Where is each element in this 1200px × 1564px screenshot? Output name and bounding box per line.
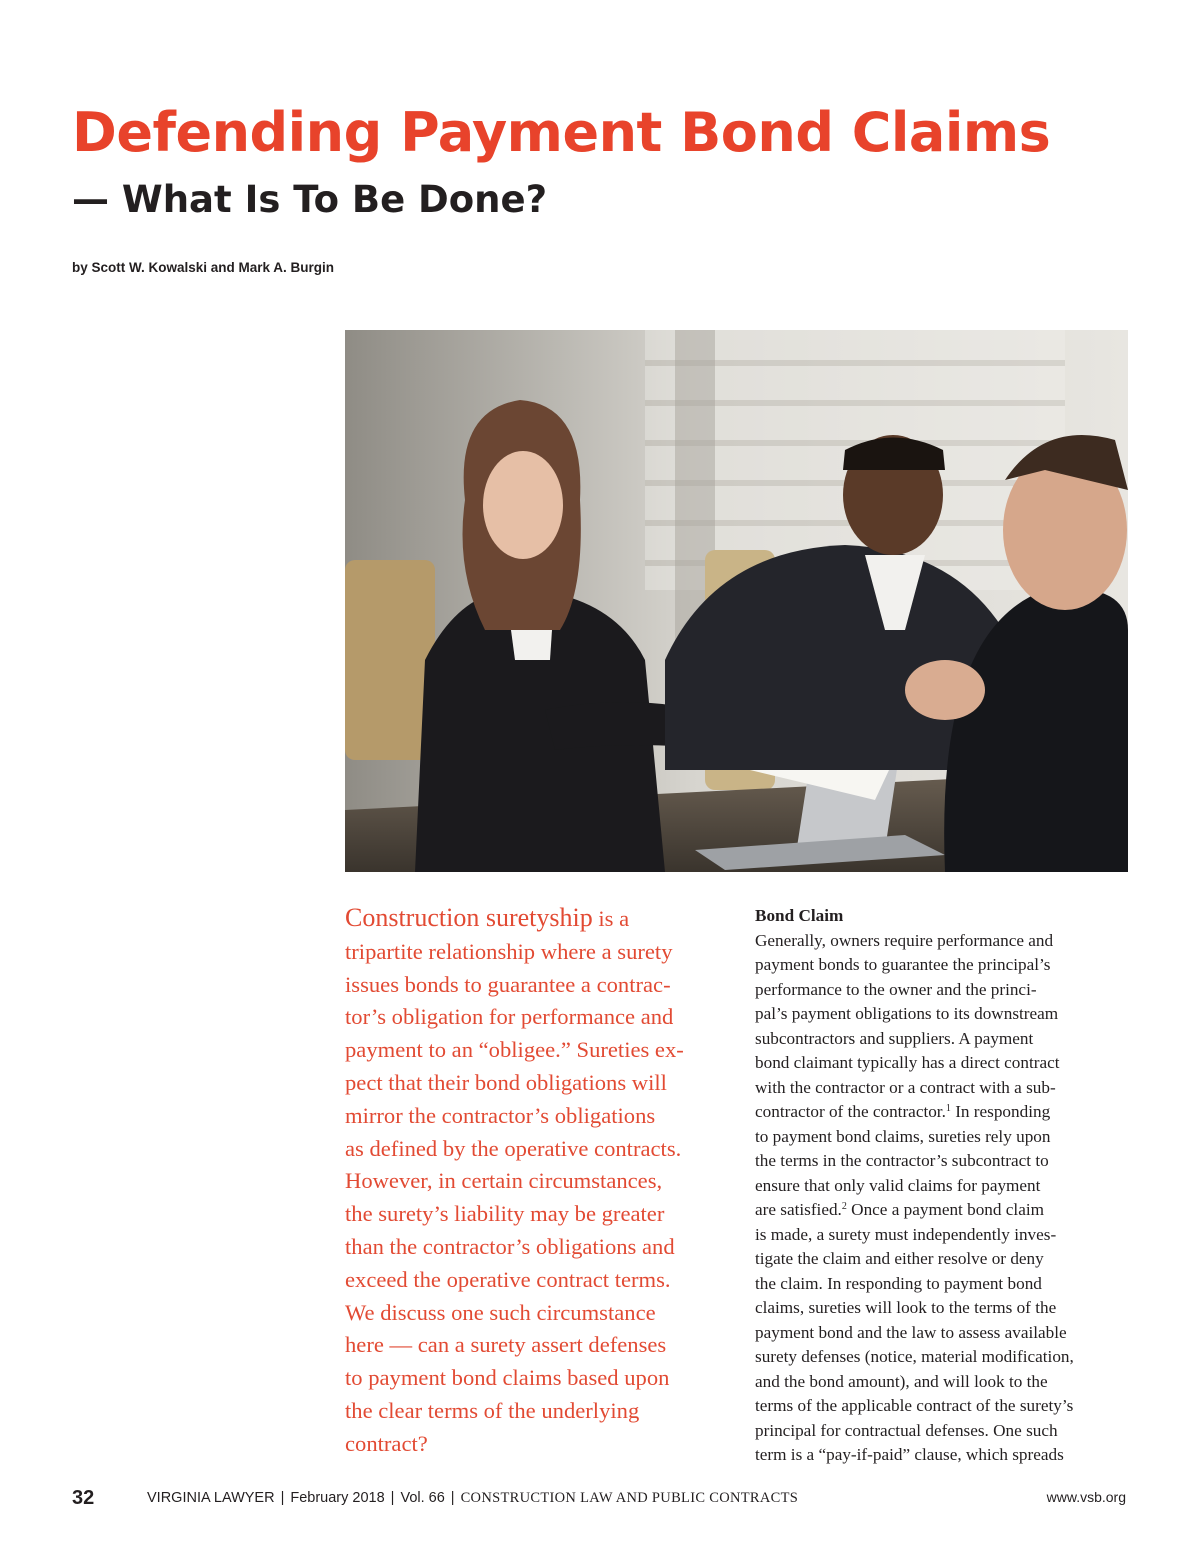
body-line-with-footnote — [755, 1100, 1135, 1125]
lede-line: payment to an “obligee.” Sureties ex- — [345, 1037, 684, 1063]
body-line: terms of the applicable contract of the surety’s — [755, 1396, 1074, 1415]
lede-line: We discuss one such circumstance — [345, 1299, 656, 1325]
lede-line: the clear terms of the underlying — [345, 1397, 640, 1423]
body-line: to payment bond claims, sureties rely upon — [755, 1126, 1051, 1146]
body-line: and the bond amount), and will look to the — [755, 1371, 1048, 1391]
body-line: with the contractor or a contract with a sub- — [755, 1077, 1056, 1097]
volume-number: Vol. 66 — [400, 1490, 445, 1506]
page-footer — [72, 1487, 1128, 1517]
article-photo — [345, 330, 1128, 872]
body-line: subcontractors and suppliers. A payment — [755, 1028, 1034, 1048]
body-line: the terms in the contractor’s subcontract to — [755, 1151, 1049, 1170]
footer-separator: | — [450, 1490, 455, 1506]
body-line: principal for contractual defenses. One such — [755, 1420, 1058, 1440]
lede-line: However, in certain circumstances, — [345, 1168, 663, 1194]
article-subtitle: — What Is To Be Done? — [72, 178, 548, 221]
lede-line: issues bonds to guarantee a contrac- — [345, 971, 671, 997]
lede-line: contract? — [345, 1430, 428, 1456]
body-line: is made, a surety must independently inves- — [755, 1224, 1057, 1244]
lede-line: as defined by the operative contracts. — [345, 1135, 682, 1161]
body-line: the claim. In responding to payment bond — [755, 1273, 1042, 1293]
lede-line: to payment bond claims based upon — [345, 1365, 670, 1391]
body-line: performance to the owner and the princi- — [755, 979, 1037, 999]
lede-line-1 — [345, 902, 725, 936]
footer-separator: | — [280, 1490, 285, 1506]
lede-line: than the contractor’s obligations and — [345, 1233, 675, 1259]
body-line-with-footnote — [755, 1198, 1135, 1223]
page-number: 32 — [72, 1487, 95, 1509]
footnote-marker[interactable]: 2 — [841, 1201, 847, 1212]
body-line: payment bond and the law to assess available — [755, 1322, 1067, 1342]
lede-line: tripartite relationship where a surety — [345, 938, 673, 964]
body-line: bond claimant typically has a direct contract — [755, 1053, 1060, 1072]
section-name: CONSTRUCTION LAW AND PUBLIC CONTRACTS — [460, 1490, 799, 1506]
section-heading: Bond Claim — [755, 906, 844, 925]
footer-publication-info — [147, 1490, 798, 1507]
footer-separator: | — [390, 1490, 395, 1506]
body-line: payment bonds to guarantee the principal’s — [755, 955, 1051, 974]
lede-line: pect that their bond obligations will — [345, 1069, 667, 1095]
lede-line-1-tail: is a — [592, 906, 630, 931]
lede-lead-phrase: Construction suretyship — [345, 903, 593, 932]
body-line-text: In responding — [950, 1102, 1051, 1121]
body-line: pal’s payment obligations to its downstream — [755, 1004, 1059, 1023]
body-column — [755, 904, 1135, 1468]
body-line: surety defenses (notice, material modification, — [755, 1347, 1074, 1366]
body-line: tigate the claim and either resolve or deny — [755, 1249, 1044, 1268]
body-line: claims, sureties will look to the terms of the — [755, 1298, 1057, 1317]
article-title: Defending Payment Bond Claims — [72, 101, 1051, 164]
body-line: ensure that only valid claims for payment — [755, 1175, 1041, 1195]
lede-line: exceed the operative contract terms. — [345, 1266, 671, 1292]
body-line: Generally, owners require performance and — [755, 930, 1054, 950]
body-line-text: contractor of the contractor. — [755, 1102, 946, 1121]
lede-line: mirror the contractor’s obligations — [345, 1102, 656, 1128]
issue-date: February 2018 — [290, 1490, 385, 1506]
byline: by Scott W. Kowalski and Mark A. Burgin — [72, 260, 335, 275]
body-line-text: are satisfied. — [755, 1200, 842, 1219]
publication-name: VIRGINIA LAWYER — [147, 1490, 275, 1506]
footnote-marker[interactable]: 1 — [945, 1103, 951, 1114]
lede-line: here — can a surety assert defenses — [345, 1332, 667, 1358]
lede-line: the surety’s liability may be greater — [345, 1201, 665, 1227]
body-line: term is a “pay-if-paid” clause, which spreads — [755, 1445, 1064, 1464]
lede-line: tor’s obligation for performance and — [345, 1004, 674, 1030]
body-line-text: Once a payment bond claim — [846, 1200, 1044, 1219]
footer-url-link[interactable]: www.vsb.org — [1046, 1489, 1126, 1505]
lede-paragraph — [345, 902, 725, 1461]
